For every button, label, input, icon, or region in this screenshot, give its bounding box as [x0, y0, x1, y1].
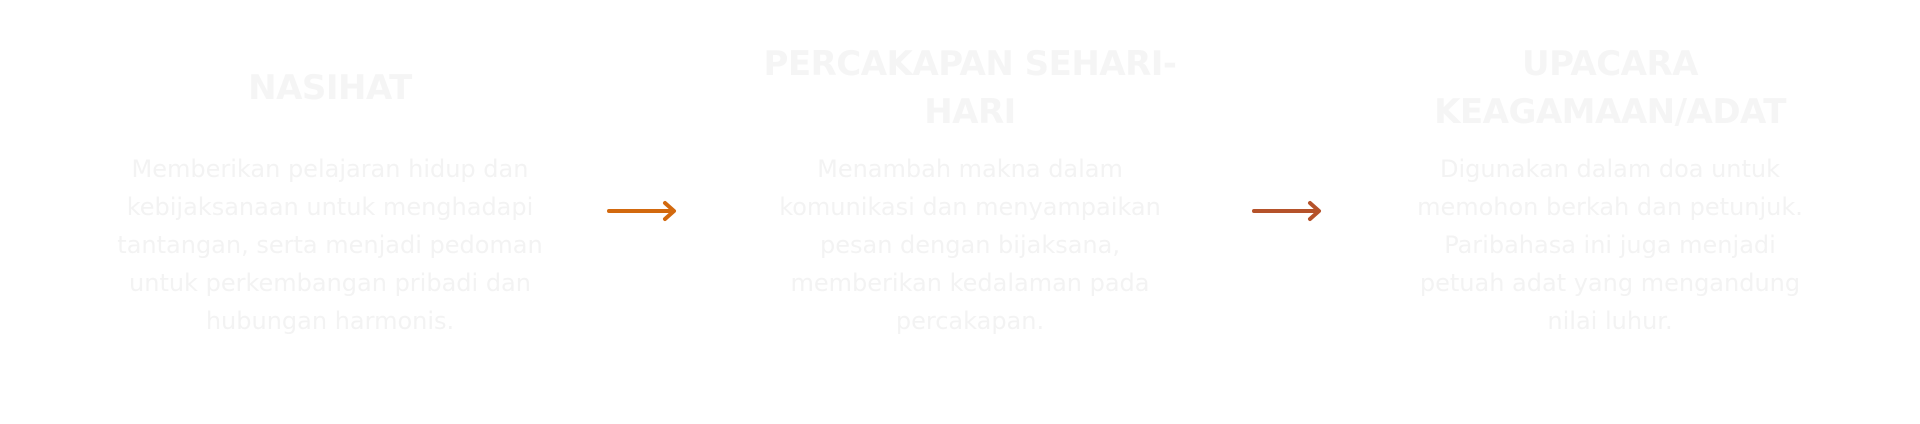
step-card-upacara	[1380, 40, 1840, 340]
step-card-percakapan	[740, 40, 1200, 340]
arrow-right-icon-svg	[607, 196, 679, 226]
step-title-text: UPACARA KEAGAMAAN/ADAT	[1434, 44, 1786, 132]
arrow-right-icon	[1252, 196, 1324, 226]
step-description: Menambah makna dalam komunikasi dan menyampaikan pesan dengan bijaksana, memberikan kedalaman pada percakapan.	[779, 155, 1161, 335]
arrow-right-icon	[607, 196, 679, 226]
step-title-text: NASIHAT	[248, 68, 412, 108]
step-card-nasihat	[100, 40, 560, 340]
step-title	[740, 40, 1200, 136]
step-description: Digunakan dalam doa untuk memohon berkah dan petunjuk. Paribahasa ini juga menjadi petuah adat yang mengandung nilai luhur.	[1417, 155, 1803, 335]
step-title	[100, 40, 560, 136]
step-title-text: PERCAKAPAN SEHARI-HARI	[763, 44, 1177, 132]
step-title	[1380, 40, 1840, 136]
arrow-right-icon-svg	[1252, 196, 1324, 226]
step-description: Memberikan pelajaran hidup dan kebijaksanaan untuk menghadapi tantangan, serta menjadi pedoman untuk perkembangan pribadi dan hubungan harmonis.	[117, 155, 543, 335]
